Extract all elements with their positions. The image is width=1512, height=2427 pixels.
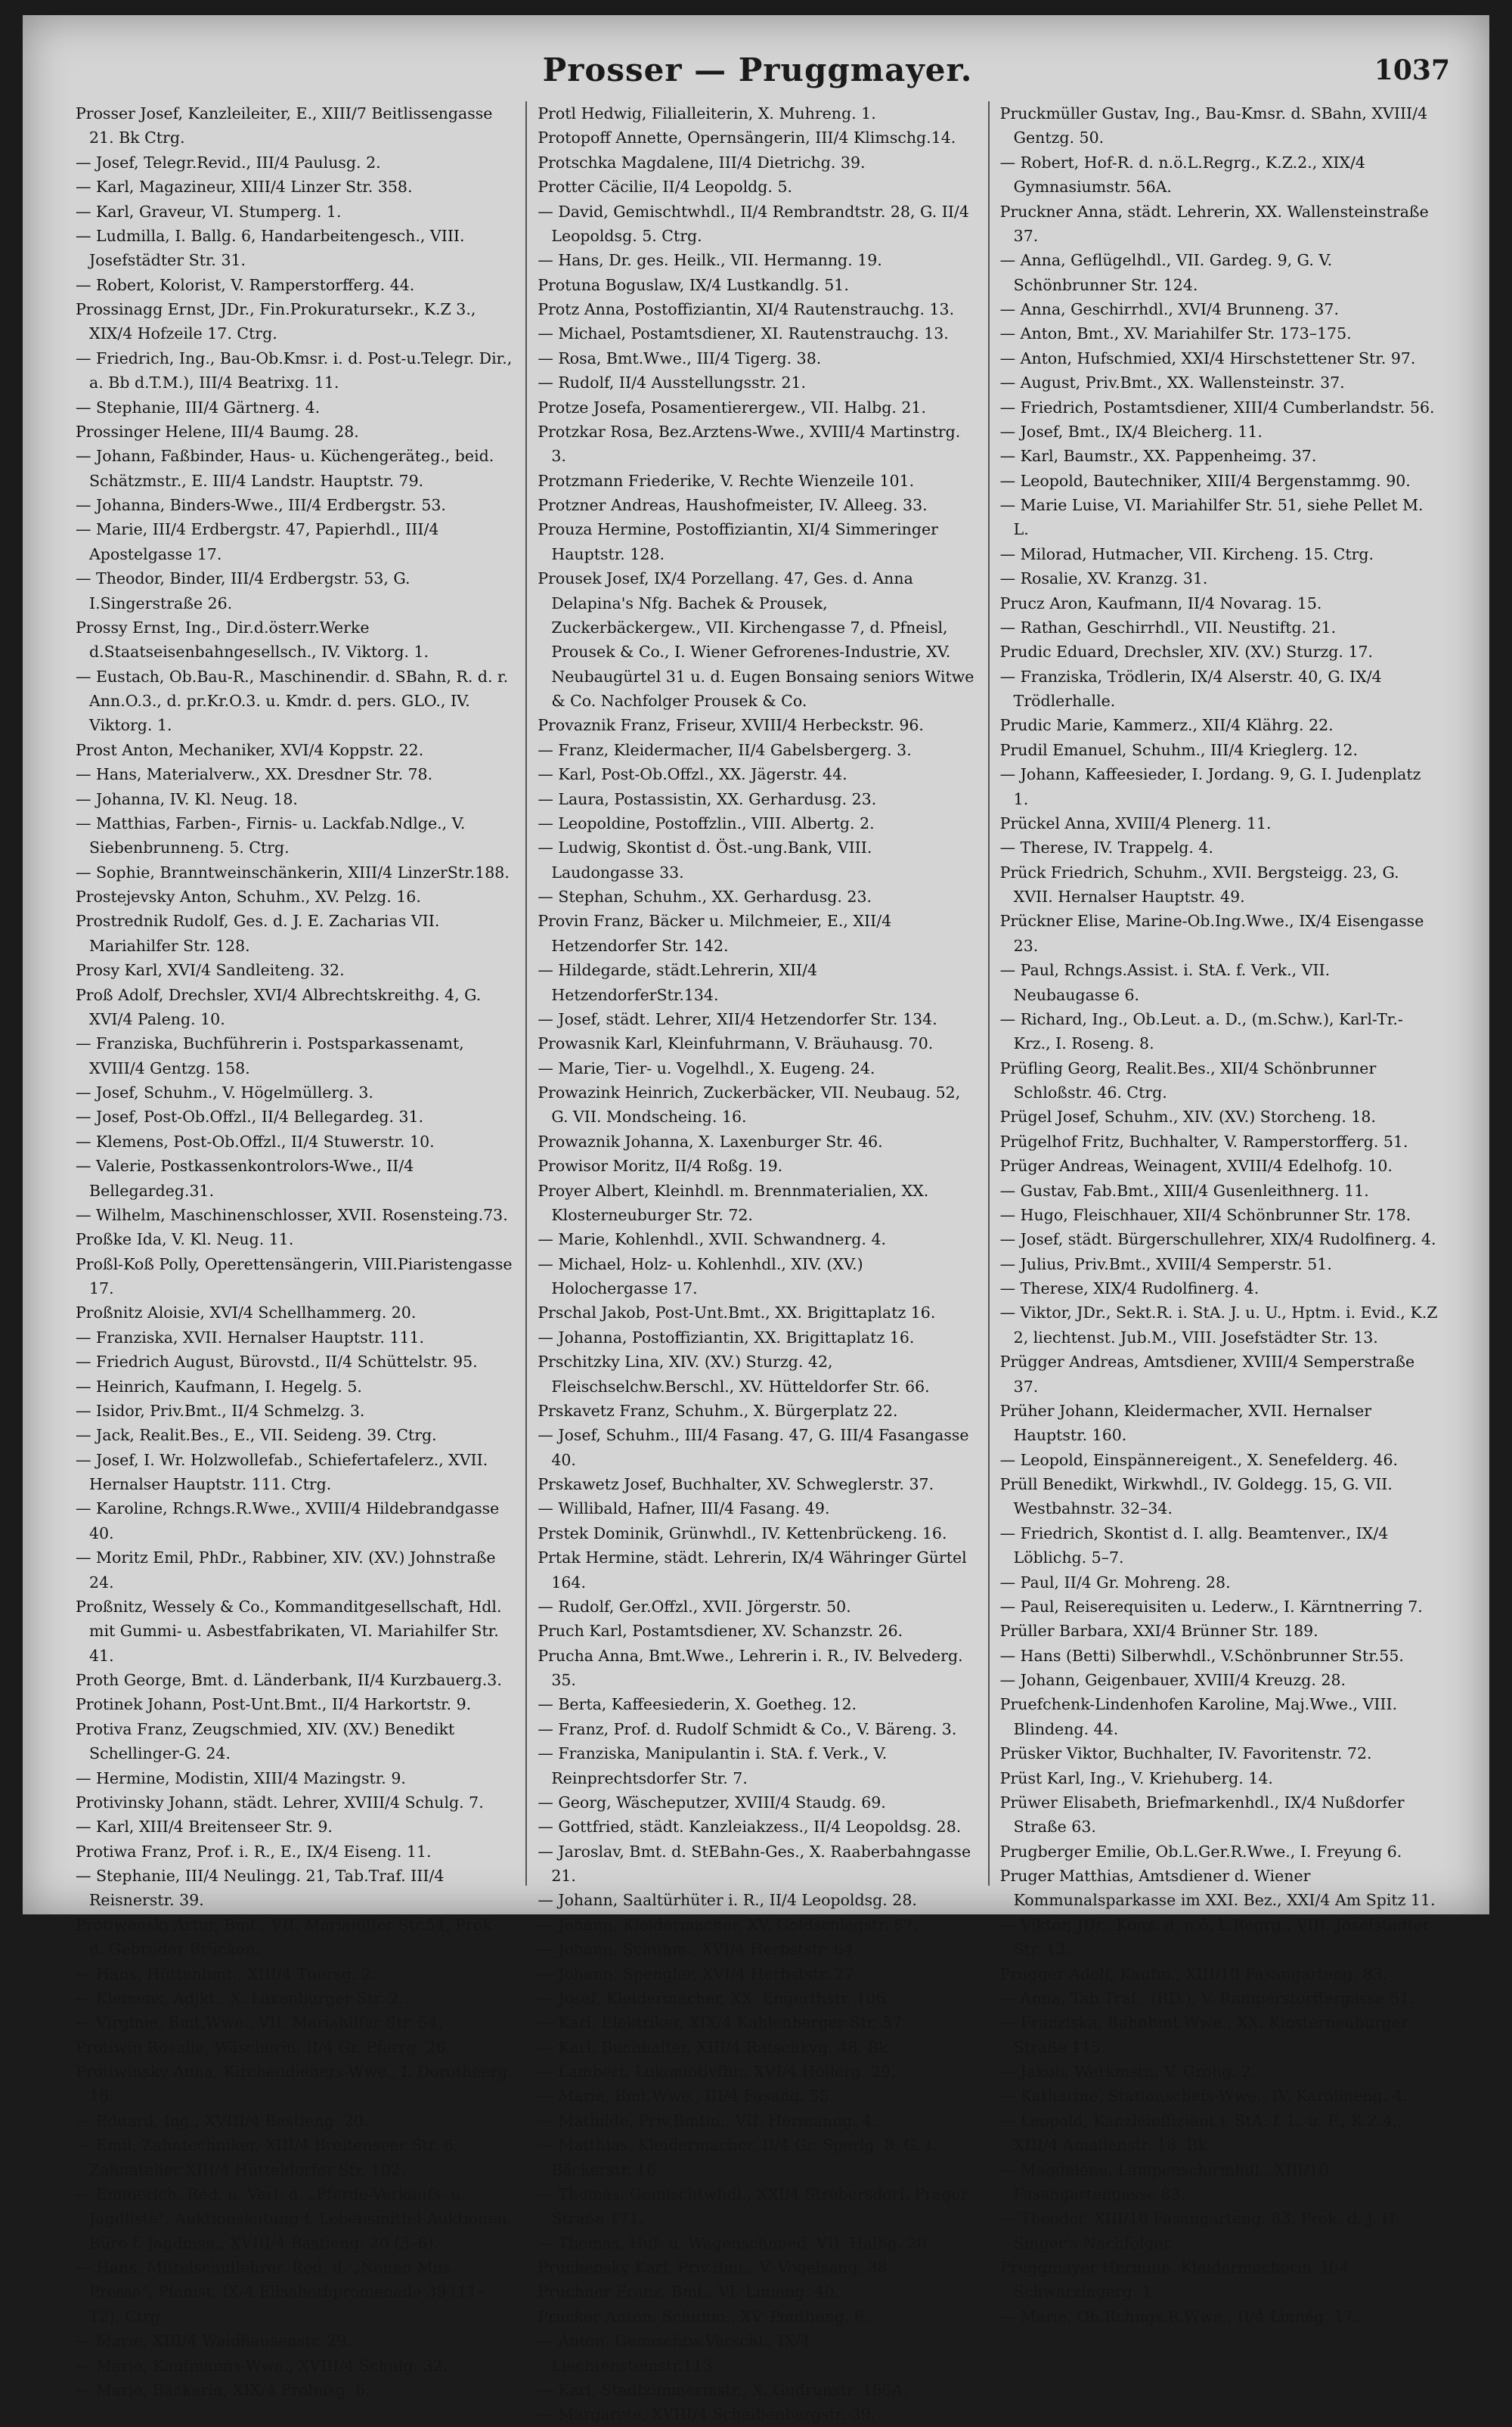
directory-entry: Prudic Eduard, Drechsler, XIV. (XV.) Sturzg. 17. [999, 643, 1374, 662]
directory-entry: — Mathilde, Priv.Bmtin., VII. Hermanng. 4. [538, 2111, 877, 2130]
directory-entry: — Klemens, Post-Ob.Offzl., II/4 Stuwerstr. 10. [76, 1132, 435, 1151]
directory-entry: — Rudolf, II/4 Ausstellungsstr. 21. [538, 374, 807, 392]
directory-entry: — Karl, Magazineur, XIII/4 Linzer Str. 358. [76, 178, 413, 197]
directory-entry: — Johanna, Postoffiziantin, XX. Brigittaplatz 16. [538, 1328, 915, 1347]
directory-entry: — Michael, Holz- u. Kohlenhdl., XIV. (XV.) Holochergasse 17. [538, 1254, 863, 1297]
directory-entry: Prück Friedrich, Schuhm., XVII. Bergsteigg. 23, G. XVII. Hernalser Hauptstr. 49. [999, 863, 1399, 906]
directory-entry: — Josef, städt. Bürgerschullehrer, XIX/4 Rudolfinerg. 4. [999, 1230, 1436, 1249]
directory-entry: — Margarete, XVIII/4 Scheibenbergstr. 39. [538, 2405, 876, 2424]
directory-entry: — Franziska, Trödlerin, IX/4 Alserstr. 40, G. IX/4 Trödlerhalle. [999, 667, 1382, 710]
directory-entry: — Georg, Wäscheputzer, XVIII/4 Staudg. 69. [538, 1793, 886, 1812]
directory-page [23, 15, 1489, 2424]
directory-entry: Prowazink Heinrich, Zuckerbäcker, VII. Neubaug. 52, G. VII. Mondscheing. 16. [538, 1083, 961, 1127]
column-left [65, 101, 525, 2399]
directory-entry: Prostrednik Rudolf, Ges. d. J. E. Zacharias VII. Mariahilfer Str. 128. [76, 912, 440, 955]
page-number: 1037 [1374, 54, 1450, 86]
directory-entry: — Jakob, Werkmstr., V. Grohg. 2. [999, 2063, 1256, 2081]
directory-entry: — Moritz Emil, PhDr., Rabbiner, XIV. (XV.) Johnstraße 24. [76, 1548, 496, 1592]
directory-entry: — Josef, Schuhm., V. Högelmüllerg. 3. [76, 1083, 373, 1102]
directory-entry: — Klemens, Adjkt., X. Laxenburger Str. 2. [76, 1988, 404, 2007]
directory-entry: — Josef, I. Wr. Holzwollefab., Schiefertafelerz., XVII. Hernalser Hauptstr. 111. Ctrg. [76, 1450, 488, 1493]
directory-entry: Protzkar Rosa, Bez.Arztens-Wwe., XVIII/4 Martinstrg. 3. [538, 422, 961, 466]
directory-entry: — Paul, Rchngs.Assist. i. StA. f. Verk., VII. Neubaugasse 6. [999, 961, 1331, 1004]
directory-entry: Prüger Andreas, Weinagent, XVIII/4 Edelhofg. 10. [999, 1157, 1393, 1176]
directory-entry: Protiwin Rosalie, Wäscherin, II/4 Gr. Pfarrg. 26. [76, 2038, 451, 2057]
directory-entry: Prowisor Moritz, II/4 Roßg. 19. [538, 1157, 783, 1176]
directory-entry: Prschal Jakob, Post-Unt.Bmt., XX. Brigittaplatz 16. [538, 1303, 936, 1322]
directory-entry: Prückner Elise, Marine-Ob.Ing.Wwe., IX/4 Eisengasse 23. [999, 912, 1424, 955]
directory-entry: Prudil Emanuel, Schuhm., III/4 Krieglerg. 12. [999, 740, 1359, 759]
directory-entry: — Josef, Post-Ob.Offzl., II/4 Bellegardeg. 31. [76, 1108, 424, 1127]
directory-entry: Protter Cäcilie, II/4 Leopoldg. 5. [538, 178, 793, 197]
directory-entry: Prschitzky Lina, XIV. (XV.) Sturzg. 42, Fleischselchw.Berschl., XV. Hütteldorfer Str. 66. [538, 1353, 930, 1396]
directory-entry: — Karl, Post-Ob.Offzl., XX. Jägerstr. 44. [538, 765, 847, 784]
directory-entry: — Hans, Dr. ges. Heilk., VII. Hermanng. 19. [538, 251, 882, 270]
directory-entry: — Johann, Schuhm., XVI/4 Herbststr. 64. [538, 1940, 859, 1959]
directory-entry: — Rosa, Bmt.Wwe., III/4 Tigerg. 38. [538, 349, 822, 367]
directory-entry: — Johann, Kleidermacher, XV. Goldschlagstr. 67. [538, 1915, 919, 1934]
directory-entry: Protschka Magdalene, III/4 Dietrichg. 39. [538, 153, 866, 172]
directory-entry: — Johann, Spengler, XVI/4 Herbststr. 27. [538, 1964, 860, 1983]
directory-entry: — Karl, Graveur, VI. Stumperg. 1. [76, 202, 342, 221]
directory-entry: — Heinrich, Kaufmann, I. Hegelg. 5. [76, 1377, 362, 1396]
directory-entry: — Franziska, XVII. Hernalser Hauptstr. 111. [76, 1328, 425, 1347]
directory-entry: Provin Franz, Bäcker u. Milchmeier, E., XII/4 Hetzendorfer Str. 142. [538, 912, 892, 955]
directory-entry: — David, Gemischtwhdl., II/4 Rembrandtstr. 28, G. II/4 Leopoldsg. 5. Ctrg. [538, 202, 969, 245]
directory-entry: Pruggmayer Hermine, Kleidermacherin, II/4 Schwarzingerg. 1. [999, 2258, 1349, 2301]
directory-entry: — Wilhelm, Maschinenschlosser, XVII. Rosensteing.73. [76, 1205, 508, 1224]
column-middle [525, 101, 987, 2424]
directory-entry: — Robert, Hof-R. d. n.ö.L.Regrg., K.Z.2., XIX/4 Gymnasiumstr. 56A. [999, 153, 1365, 197]
directory-entry: — Paul, II/4 Gr. Mohreng. 28. [999, 1573, 1231, 1592]
directory-entry: Pruckner Anna, städt. Lehrerin, XX. Wallensteinstraße 37. [999, 202, 1429, 245]
directory-entry: — Friedrich, Ing., Bau-Ob.Kmsr. i. d. Post-u.Telegr. Dir., a. Bb d.T.M.), III/4 Beatrixg. 11. [76, 349, 513, 392]
directory-entry: — Karl, Stadtzimmermstr., X. Gudrunstr. 166A. [538, 2380, 908, 2399]
directory-entry: Protze Josefa, Posamentierergew., VII. Halbg. 21. [538, 398, 926, 417]
directory-entry: Proßl-Koß Polly, Operettensängerin, VIII.Piaristengasse 17. [76, 1254, 513, 1297]
directory-entry: — Hans, Materialverw., XX. Dresdner Str. 78. [76, 765, 433, 784]
directory-entry: — Leopold, Kanzleioffiziant i. StA. f. L. u. F., K.Z.4., XIII/4 Amalienstr. 18. Bk [999, 2111, 1403, 2155]
directory-entry: — Ludwig, Skontist d. Öst.-ung.Bank, VIII. Laudongasse 33. [538, 838, 872, 882]
directory-entry: — Marie, Bmt.Wwe., III/4 Fasang. 55. [538, 2087, 835, 2106]
directory-entry: Prskawetz Josef, Buchhalter, XV. Schweglerstr. 37. [538, 1475, 934, 1493]
directory-entry: Prugberger Emilie, Ob.L.Ger.R.Wwe., I. Freyung 6. [999, 1842, 1402, 1861]
directory-entry: Prüsker Viktor, Buchhalter, IV. Favoritenstr. 72. [999, 1744, 1372, 1763]
directory-entry: Protiva Franz, Zeugschmied, XIV. (XV.) Benedikt Schellinger-G. 24. [76, 1719, 455, 1763]
directory-entry: — Franz, Prof. d. Rudolf Schmidt & Co., V. Bäreng. 3. [538, 1719, 957, 1738]
directory-entry: — Rathan, Geschirrhdl., VII. Neustiftg. 21. [999, 618, 1337, 637]
directory-entry: Proßnitz, Wessely & Co., Kommanditgesellschaft, Hdl. mit Gummi- u. Asbestfabrikaten, VI. Mariahilfer Str. 41. [76, 1597, 502, 1665]
directory-entry: — Julius, Priv.Bmt., XVIII/4 Semperstr. 51. [999, 1254, 1332, 1273]
directory-entry: — Ludmilla, I. Ballg. 6, Handarbeitengesch., VIII. Josefstädter Str. 31. [76, 226, 465, 270]
directory-entry: Prucker Anton, Schuhm., XV. Pouthong. 6. [538, 2307, 869, 2326]
directory-entry: — Matthias, Farben-, Firnis- u. Lackfab.Ndlge., V. Siebenbrunneng. 5. Ctrg. [76, 814, 466, 857]
directory-entry: — Josef, Schuhm., III/4 Fasang. 47, G. III/4 Fasangasse 40. [538, 1426, 969, 1469]
directory-entry: — Katharine, Stationschefs-Wwe., IV. Karolineng. 4. [999, 2087, 1408, 2106]
directory-entry: — Hugo, Fleischhauer, XII/4 Schönbrunner Str. 178. [999, 1205, 1411, 1224]
directory-entry: Prüher Johann, Kleidermacher, XVII. Hernalser Hauptstr. 160. [999, 1401, 1372, 1445]
directory-entry: — Hans (Betti) Silberwhdl., V.Schönbrunner Str.55. [999, 1646, 1404, 1665]
directory-entry: Prudic Marie, Kammerz., XII/4 Klährg. 22. [999, 716, 1334, 735]
directory-entry: — Willibald, Hafner, III/4 Fasang. 49. [538, 1499, 830, 1518]
directory-entry: — Leopoldine, Postoffzlin., VIII. Albertg. 2. [538, 814, 875, 832]
directory-entry: Prucha Anna, Bmt.Wwe., Lehrerin i. R., IV. Belvederg. 35. [538, 1646, 963, 1689]
directory-entry: Prüst Karl, Ing., V. Kriehuberg. 14. [999, 1768, 1273, 1787]
directory-entry: — Hans, Mittelschullehrer, Red. d. „Neuen Mus. Presse", Pianist, IX/4 Elisabethpromenade 39 (11–12). Ctrg. [76, 2258, 485, 2326]
directory-entry: Protz Anna, Postoffiziantin, XI/4 Rautenstrauchg. 13. [538, 300, 955, 318]
directory-entry: — Stephanie, III/4 Neulingg. 21, Tab.Traf. III/4 Reisnerstr. 39. [76, 1867, 445, 1910]
directory-entry: Protiwinsky Anna, Kirchendieners-Wwe., I. Dorotheerg. 18. [76, 2063, 513, 2106]
directory-entry: — Hans, Hüttenbmt., XIII/4 Tuersg. 2. [76, 1964, 376, 1983]
directory-entry: — Franziska, Manipulantin i. StA. f. Verk., V. Reinprechtsdorfer Str. 7. [538, 1744, 888, 1787]
directory-entry: — Marie Luise, VI. Mariahilfer Str. 51, siehe Pellet M. L. [999, 496, 1424, 539]
directory-columns [65, 101, 1450, 2424]
directory-entry: Pruch Karl, Postamtsdiener, XV. Schanzstr. 26. [538, 1622, 903, 1641]
directory-entry: — Emmerich, Red. u. Verl. d. „Pferde-Verkaufs- u. Jagdliste", Auktionsleitung f. Lebensmittel-Auktionen, Büro f. Jagdmsn., XVIII/4 Bastieng. 20 (3–6). [76, 2184, 513, 2252]
directory-entry: Prugger Adolf, Kaufm., XIII/10 Fasangarteng. 83. [999, 1964, 1388, 1983]
directory-entry: — Anton, Hufschmied, XXI/4 Hirschstettener Str. 97. [999, 349, 1416, 367]
directory-entry: Proßke Ida, V. Kl. Neug. 11. [76, 1230, 294, 1249]
directory-entry: — Gustav, Fab.Bmt., XIII/4 Gusenleithnerg. 11. [999, 1181, 1369, 1200]
directory-entry: Prügelhof Fritz, Buchhalter, V. Ramperstorfferg. 51. [999, 1132, 1408, 1151]
directory-entry: Protinek Johann, Post-Unt.Bmt., II/4 Harkortstr. 9. [76, 1695, 472, 1714]
directory-entry: — Hermine, Modistin, XIII/4 Mazingstr. 9. [76, 1768, 406, 1787]
directory-entry: Prossinagg Ernst, JDr., Fin.Prokuratursekr., K.Z 3., XIX/4 Hofzeile 17. Ctrg. [76, 300, 476, 343]
directory-entry: Prüwer Elisabeth, Briefmarkenhdl., IX/4 Nußdorfer Straße 63. [999, 1793, 1405, 1837]
directory-entry: Protiwa Franz, Prof. i. R., E., IX/4 Eiseng. 11. [76, 1842, 432, 1861]
directory-entry: Proß Adolf, Drechsler, XVI/4 Albrechtskreithg. 4, G. XVI/4 Paleng. 10. [76, 985, 482, 1028]
directory-entry: — Eustach, Ob.Bau-R., Maschinendir. d. SBahn, R. d. r. Ann.O.3., d. pr.Kr.O.3. u. Kmdr. d. pers. GLO., IV. Viktorg. 1. [76, 667, 509, 735]
directory-entry: Prossy Ernst, Ing., Dir.d.österr.Werke d.Staatseisenbahngesellsch., IV. Viktorg. 1. [76, 618, 429, 662]
directory-entry: Protzner Andreas, Haushofmeister, IV. Alleeg. 33. [538, 496, 928, 514]
directory-entry: — Emil, Zahntechniker, XIII/4 Breitenseer Str. 6, Zahnatelier XIII/4 Hütteldorfer Str. 102. [76, 2136, 459, 2179]
directory-entry: Prstek Dominik, Grünwhdl., IV. Kettenbrückeng. 16. [538, 1523, 947, 1542]
directory-entry: — Magdalene, Lampenschirmhdl., XIII/10 Fasangartengasse 83. [999, 2160, 1329, 2203]
directory-entry: — Anton, Bmt., XV. Mariahilfer Str. 173–175. [999, 324, 1352, 343]
directory-entry: — Marie, Kohlenhdl., XVII. Schwandnerg. 4. [538, 1230, 887, 1249]
directory-entry: — Viktor, JDr., Konz. d. n.ö. L.Regrg., VIII. Josefstädter Str. 13. [999, 1915, 1430, 1959]
directory-entry: — Marie, Kaufmanns-Wwe., XVIII/4 Schulg. 32. [76, 2356, 448, 2375]
directory-entry: — Stephan, Schuhm., XX. Gerhardusg. 23. [538, 888, 872, 906]
directory-entry: Prouza Hermine, Postoffiziantin, XI/4 Simmeringer Hauptstr. 128. [538, 520, 938, 563]
directory-entry: — Josef, städt. Lehrer, XII/4 Hetzendorfer Str. 134. [538, 1009, 937, 1028]
directory-entry: Prückel Anna, XVIII/4 Plenerg. 11. [999, 814, 1272, 832]
directory-entry: — Milorad, Hutmacher, VII. Kircheng. 15. Ctrg. [999, 544, 1374, 563]
directory-entry: — Matthias, Kleidermacher, II/4 Gr. Sperlg. 8, G. I. Bäckerstr. 16. [538, 2136, 937, 2179]
directory-entry: — Thomas, Gemischtwhdl., XXI/4 Strebersdorf, Prager Straße 171. [538, 2184, 968, 2228]
directory-entry: Prost Anton, Mechaniker, XVI/4 Koppstr. 22. [76, 740, 424, 759]
directory-entry: Prskavetz Franz, Schuhm., X. Bürgerplatz 22. [538, 1401, 898, 1420]
directory-entry: — Karl, Buchhalter, XIII/4 Ratschkyg. 48. Bk [538, 2038, 888, 2057]
directory-entry: Prosser Josef, Kanzleileiter, E., XIII/7 Beitlissengasse 21. Bk Ctrg. [76, 104, 493, 147]
directory-entry: — Rosalie, XV. Kranzg. 31. [999, 569, 1208, 588]
directory-entry: — Jaroslav, Bmt. d. StEBahn-Ges., X. Raaberbahngasse 21. [538, 1842, 971, 1885]
directory-entry: — Johanna, Binders-Wwe., III/4 Erdbergstr. 53. [76, 496, 446, 514]
directory-entry: Prüfling Georg, Realit.Bes., XII/4 Schönbrunner Schloßstr. 46. Ctrg. [999, 1059, 1377, 1102]
directory-entry: Prucz Aron, Kaufmann, II/4 Novarag. 15. [999, 594, 1322, 612]
directory-entry: Pruefchenk-Lindenhofen Karoline, Maj.Wwe., VIII. Blindeng. 44. [999, 1695, 1398, 1738]
directory-entry: — Therese, IV. Trappelg. 4. [999, 838, 1213, 857]
directory-entry: — Franziska, Buchführerin i. Postsparkassenamt, XVIII/4 Gentzg. 158. [76, 1034, 464, 1077]
directory-entry: — Isidor, Priv.Bmt., II/4 Schmelzg. 3. [76, 1401, 365, 1420]
directory-entry: — Anna, Tab.Traf., (RD.), V. Ramperstorffergasse 51. [999, 1988, 1414, 2007]
running-head: Prosser — Pruggmayer. [542, 51, 973, 88]
directory-entry: Provaznik Franz, Friseur, XVIII/4 Herbeckstr. 96. [538, 716, 924, 735]
directory-entry: — Karl, Elektriker, XIX/4 Kahlenberger Str. 57. [538, 2013, 907, 2032]
directory-entry: Pruchensky Karl, Priv.Bmt., V. Vogelsang. 38. [538, 2258, 893, 2277]
directory-entry: — Friedrich August, Bürovstd., II/4 Schüttelstr. 95. [76, 1353, 478, 1372]
directory-entry: — Johann, Faßbinder, Haus- u. Küchengeräteg., beid. Schätzmstr., E. III/4 Landstr. Hauptstr. 79. [76, 447, 494, 490]
column-right [988, 101, 1450, 2326]
directory-entry: Pruckmüller Gustav, Ing., Bau-Kmsr. d. SBahn, XVIII/4 Gentzg. 50. [999, 104, 1428, 147]
directory-entry: — Stephanie, III/4 Gärtnerg. 4. [76, 398, 321, 417]
directory-entry: Prossinger Helene, III/4 Baumg. 28. [76, 422, 359, 441]
directory-entry: — Valerie, Postkassenkontrolors-Wwe., II/4 Bellegardeg.31. [76, 1157, 414, 1200]
directory-entry: — Johann, Geigenbauer, XVIII/4 Kreuzg. 28. [999, 1671, 1346, 1689]
directory-entry: — Friedrich, Skontist d. I. allg. Beamtenver., IX/4 Löblichg. 5–7. [999, 1523, 1389, 1567]
directory-entry: — Anna, Geflügelhdl., VII. Gardeg. 9, G. V. Schönbrunner Str. 124. [999, 251, 1333, 294]
directory-entry: — Sophie, Branntweinschänkerin, XIII/4 LinzerStr.188. [76, 863, 510, 882]
directory-entry: — Marie, Tier- u. Vogelhdl., X. Eugeng. 24. [538, 1059, 875, 1077]
directory-entry: Prüller Barbara, XXI/4 Brünner Str. 189. [999, 1622, 1318, 1641]
directory-entry: Pruchner Franz, Bmt., VI. Linieng. 40. [538, 2283, 839, 2301]
page-header [65, 42, 1450, 101]
directory-entry: — Karl, XIII/4 Breitenseer Str. 9. [76, 1818, 333, 1837]
directory-entry: — Friedrich, Postamtsdiener, XIII/4 Cumberlandstr. 56. [999, 398, 1435, 417]
directory-entry: — Hildegarde, städt.Lehrerin, XII/4 HetzendorferStr.134. [538, 961, 818, 1004]
directory-entry: — Marie, XIII/4 Waidhausenstr. 29. [76, 2332, 352, 2351]
directory-entry: Protzmann Friederike, V. Rechte Wienzeile 101. [538, 471, 915, 490]
directory-entry: — Theodor, XIII/10 Fasangarteng. 83, Prok. d. J. H. Singer's Nachfolger. [999, 2209, 1401, 2252]
directory-entry: — Anna, Geschirrhdl., XVI/4 Brunneng. 37. [999, 300, 1339, 318]
directory-entry: Protopoff Annette, Opernsängerin, III/4 Klimschg.14. [538, 129, 956, 147]
directory-entry: — Marie, III/4 Erdbergstr. 47, Papierhdl., III/4 Apostelgasse 17. [76, 520, 439, 563]
directory-entry: Proßnitz Aloisie, XVI/4 Schellhammerg. 20. [76, 1303, 417, 1322]
directory-entry: — Lambert, Lokomotivfhr., XVI/4 Hollerg. 29. [538, 2063, 896, 2081]
directory-entry: — Gottfried, städt. Kanzleiakzess., II/4 Leopoldsg. 28. [538, 1818, 962, 1837]
directory-entry: — Virginie, Bmt.Wwe., VII. Mariahilfer Str. 54. [76, 2013, 443, 2032]
directory-entry: Prosy Karl, XVI/4 Sandleiteng. 32. [76, 961, 345, 980]
directory-entry: — Jack, Realit.Bes., E., VII. Seideng. 39. Ctrg. [76, 1426, 437, 1445]
directory-entry: — August, Priv.Bmt., XX. Wallensteinstr. 37. [999, 374, 1345, 392]
directory-entry: Prostejevsky Anton, Schuhm., XV. Pelzg. 16. [76, 888, 421, 906]
directory-entry: Protivinsky Johann, städt. Lehrer, XVIII/4 Schulg. 7. [76, 1793, 484, 1812]
directory-entry: — Robert, Kolorist, V. Ramperstorfferg. 44. [76, 275, 415, 294]
directory-entry: — Theodor, Binder, III/4 Erdbergstr. 53, G. I.Singerstraße 26. [76, 569, 411, 612]
directory-entry: Protiwenski Artur, Bmt., VII. Mariahilfer Str.54, Prok. d. Gebrüder Brücken. [76, 1915, 497, 1959]
directory-entry: Proth George, Bmt. d. Länderbank, II/4 Kurzbauerg.3. [76, 1671, 502, 1689]
directory-entry: — Karl, Baumstr., XX. Pappenheimg. 37. [999, 447, 1317, 466]
directory-entry: — Therese, XIX/4 Rudolfinerg. 4. [999, 1279, 1259, 1297]
directory-entry: Prousek Josef, IX/4 Porzellang. 47, Ges. d. Anna Delapina's Nfg. Bachek & Prousek, Zuckerbäckergew., VII. Kirchengasse 7, d. Pfneisl, Prousek & Co., I. Wiener Gefrorenes-Industrie, XV. Neubaugürtel 31 u. d. Eugen Bonsaing seniors Witwe & Co. Nachfolger Prousek & Co. [538, 569, 974, 710]
directory-entry: — Laura, Postassistin, XX. Gerhardusg. 23. [538, 789, 877, 808]
directory-entry: — Leopold, Einspännereigent., X. Senefelderg. 46. [999, 1450, 1399, 1469]
directory-entry: — Karoline, Rchngs.R.Wwe., XVIII/4 Hildebrandgasse 40. [76, 1499, 500, 1542]
directory-entry: — Viktor, JDr., Sekt.R. i. StA. J. u. U., Hptm. i. Evid., K.Z 2, liechtenst. Jub.M., VIII. Josefstädter Str. 13. [999, 1303, 1438, 1347]
directory-entry: — Richard, Ing., Ob.Leut. a. D., (m.Schw.), Karl-Tr.-Krz., I. Roseng. 8. [999, 1009, 1403, 1053]
directory-entry: — Johann, Kaffeesieder, I. Jordang. 9, G. I. Judenplatz 1. [999, 765, 1421, 808]
directory-entry: — Michael, Postamtsdiener, XI. Rautenstrauchg. 13. [538, 324, 949, 343]
directory-entry: — Marie, Bäckerin, XIX/4 Probusg. 6. [76, 2380, 370, 2399]
directory-entry: — Josef, Bmt., IX/4 Bleicherg. 11. [999, 422, 1263, 441]
directory-entry: — Johanna, IV. Kl. Neug. 18. [76, 789, 298, 808]
directory-entry: — Leopold, Bautechniker, XIII/4 Bergenstammg. 90. [999, 471, 1411, 490]
directory-entry: Prowasnik Karl, Kleinfuhrmann, V. Bräuhausg. 70. [538, 1034, 934, 1053]
directory-entry: Protuna Boguslaw, IX/4 Lustkandlg. 51. [538, 275, 849, 294]
directory-entry: — Eduard, Ing., XVIII/4 Bastieng. 20. [76, 2111, 369, 2130]
directory-entry: — Marie, Ob.Rchngs.R.Wwe., II/4 Linnég. 17. [999, 2307, 1359, 2326]
directory-entry: Prtak Hermine, städt. Lehrerin, IX/4 Währinger Gürtel 164. [538, 1548, 967, 1592]
directory-entry: — Franz, Kleidermacher, II/4 Gabelsbergerg. 3. [538, 740, 912, 759]
directory-entry: — Rudolf, Ger.Offzl., XVII. Jörgerstr. 50. [538, 1597, 851, 1616]
directory-entry: Prügel Josef, Schuhm., XIV. (XV.) Storcheng. 18. [999, 1108, 1376, 1127]
directory-entry: Prügger Andreas, Amtsdiener, XVIII/4 Semperstraße 37. [999, 1353, 1415, 1396]
directory-entry: — Paul, Reiserequisiten u. Lederw., I. Kärntnerring 7. [999, 1597, 1423, 1616]
directory-entry: — Johann, Saaltürhüter i. R., II/4 Leopoldsg. 28. [538, 1891, 917, 1910]
directory-entry: — Franziska, Bahnbmt.Wwe., XX. Klosterneuburger Straße 115. [999, 2013, 1408, 2057]
directory-entry: Prowaznik Johanna, X. Laxenburger Str. 46. [538, 1132, 883, 1151]
directory-entry: Protl Hedwig, Filialleiterin, X. Muhreng. 1. [538, 104, 876, 122]
directory-entry: — Thomas, Huf- u. Wagenschmied, VII. Halbg. 20. [538, 2233, 932, 2252]
directory-entry: — Josef, Kleidermacher, XX. Engerthstr. 106. [538, 1988, 891, 2007]
directory-entry: — Josef, Telegr.Revid., III/4 Paulusg. 2. [76, 153, 381, 172]
directory-entry: Pruger Matthias, Amtsdiener d. Wiener Kommunalsparkasse im XXI. Bez., XXI/4 Am Spitz 11. [999, 1867, 1436, 1910]
directory-entry: Proyer Albert, Kleinhdl. m. Brennmaterialien, XX. Klosterneuburger Str. 72. [538, 1181, 929, 1224]
directory-entry: Prüll Benedikt, Wirkwhdl., IV. Goldegg. 15, G. VII. Westbahnstr. 32–34. [999, 1475, 1393, 1518]
directory-entry: — Anton, Gemischtw.Verschl., IX/4 Liechtensteinstr.113. [538, 2332, 810, 2375]
directory-entry: — Berta, Kaffeesiederin, X. Goetheg. 12. [538, 1695, 857, 1714]
